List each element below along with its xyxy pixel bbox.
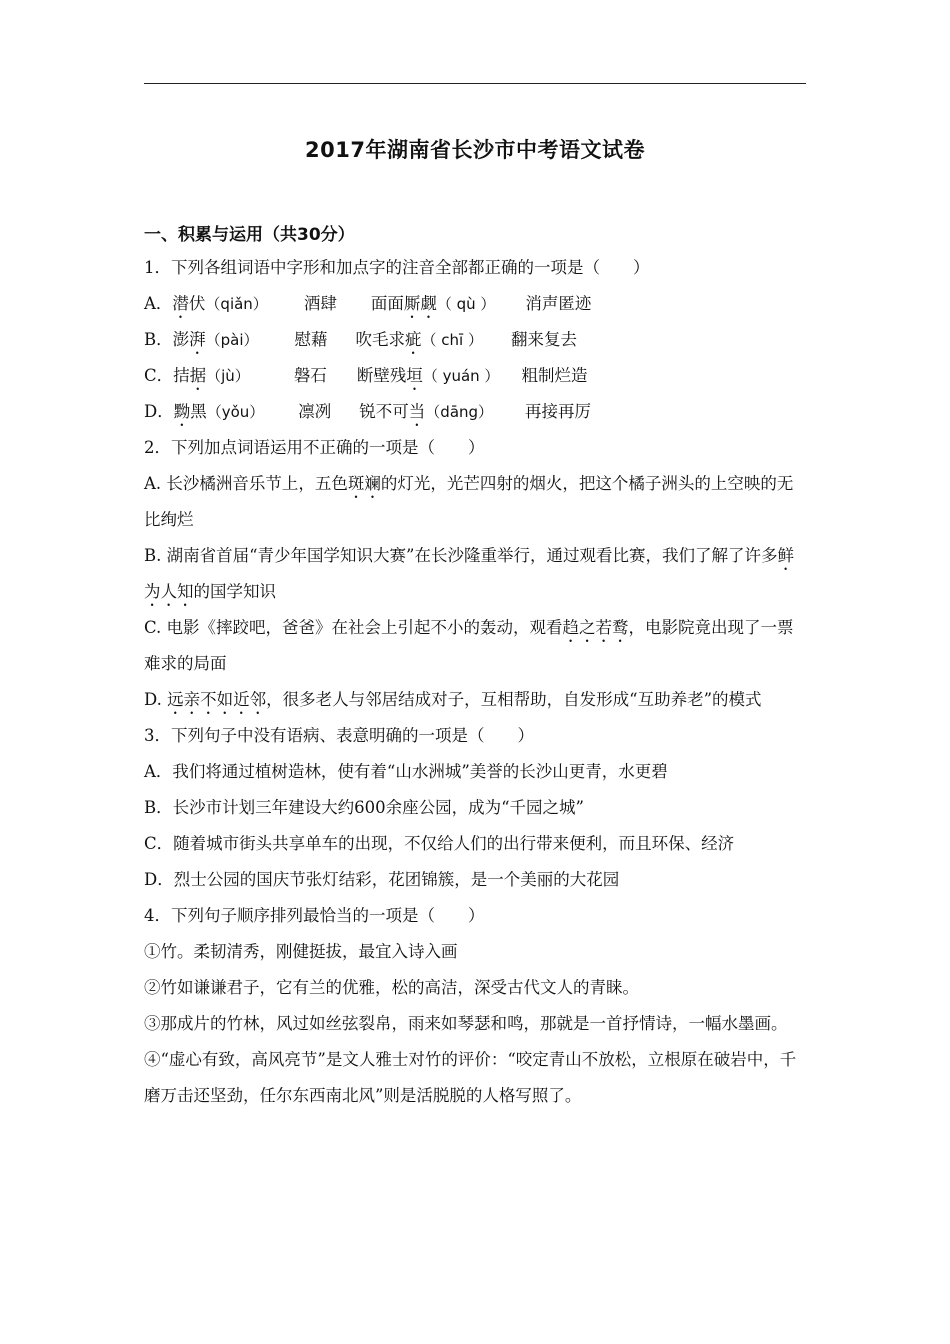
word: 断壁残垣 [356, 366, 423, 385]
word: 面面厮觑 [370, 294, 437, 313]
q3-stem: 3．下列句子中没有语病、表意明确的一项是（ ） [144, 726, 534, 745]
word: 锐不可当 [359, 402, 426, 421]
pinyin: （ yuán ） [422, 367, 500, 385]
pinyin: （ qù ） [436, 295, 496, 313]
q2-option-b: B. 湖南省首届“青少年国学知识大赛”在长沙隆重举行，通过观看比赛，我们了解了许多鲜为人知的国学知识 [144, 546, 794, 601]
q2-stem: 2．下列加点词语运用不正确的一项是（ ） [144, 438, 485, 457]
pinyin: （qiǎn） [205, 295, 268, 313]
q1-option-a [144, 286, 808, 322]
word: 粗制烂造 [521, 366, 588, 385]
q4-sentence-4: ④“虚心有致，高风亮节”是文人雅士对竹的评价：“咬定青山不放松，立根原在破岩中，千磨万击还坚劲，任尔东西南北风”则是活脱脱的人格写照了。 [144, 1050, 797, 1105]
pinyin: （pài） [205, 331, 259, 349]
word: 消声匿迹 [525, 294, 592, 313]
word: 酒肆 [303, 294, 337, 313]
q2-option-a: A. 长沙橘洲音乐节上，五色斑斓的灯光，光芒四射的烟火，把这个橘子洲头的上空映的无比绚烂 [144, 474, 794, 529]
word: 潜伏 [172, 294, 206, 313]
section-heading: 一、积累与运用（共30分） [144, 225, 355, 245]
q3-option-d: D．烈士公园的国庆节张灯结彩，花团锦簇，是一个美丽的大花园 [144, 870, 620, 889]
q3-option-c: C．随着城市街头共享单车的出现，不仅给人们的出行带来便利，而且环保、经济 [144, 834, 735, 853]
emphasized-phrase: 鲜为人知 [144, 546, 794, 601]
word: 澎湃 [172, 330, 206, 349]
header-rule [144, 83, 806, 84]
q4-sentence-3: ③那成片的竹林，风过如丝弦裂帛，雨来如琴瑟和鸣，那就是一首抒情诗，一幅水墨画。 [144, 1014, 788, 1033]
word: 拮据 [173, 366, 207, 385]
word: 吹毛求疵 [355, 330, 422, 349]
exam-body [144, 220, 808, 1114]
q4-sentence-1: ①竹。柔韧清秀，刚健挺拔，最宜入诗入画 [144, 942, 458, 961]
pinyin: （dāng） [425, 403, 494, 421]
emphasized-phrase: 远亲不如近邻 [167, 690, 267, 709]
option-label: C． [144, 366, 174, 385]
option-label: D． [144, 402, 174, 421]
q1-option-c [144, 358, 808, 394]
option-label: A． [144, 294, 173, 313]
word: 凛冽 [298, 402, 332, 421]
emphasized-phrase: 趋之若鹜 [562, 618, 629, 637]
q3-option-b: B．长沙市计划三年建设大约600余座公园，成为“千园之城” [144, 798, 584, 817]
page-title: 2017年湖南省长沙市中考语文试卷 [305, 138, 645, 162]
word: 磐石 [293, 366, 327, 385]
pinyin: （ chī ） [421, 331, 483, 349]
q4-stem: 4．下列句子顺序排列最恰当的一项是（ ） [144, 906, 485, 925]
q1-stem: 1．下列各组词语中字形和加点字的注音全部都正确的一项是（ ） [144, 258, 650, 277]
pinyin: （yǒu） [206, 403, 265, 421]
emphasized-phrase: 斑斓 [347, 474, 381, 493]
q4-sentence-2: ②竹如谦谦君子，它有兰的优雅，松的高洁，深受古代文人的青睐。 [144, 978, 639, 997]
pinyin: （jù） [206, 367, 250, 385]
option-label: B． [144, 330, 173, 349]
word: 黝黑 [173, 402, 207, 421]
q1-option-b [144, 322, 808, 358]
q2-option-c: C. 电影《摔跤吧，爸爸》在社会上引起不小的轰动，观看趋之若鹜，电影院竟出现了一票难求的局面 [144, 618, 794, 673]
word: 再接再厉 [525, 402, 592, 421]
q1-option-d [144, 394, 808, 430]
word: 慰藉 [294, 330, 328, 349]
word: 翻来复去 [511, 330, 577, 349]
q3-option-a: A．我们将通过植树造林，使有着“山水洲城”美誉的长沙山更青，水更碧 [144, 762, 668, 781]
q2-option-d: D. 远亲不如近邻，很多老人与邻居结成对子，互相帮助，自发形成“互助养老”的模式 [144, 690, 762, 709]
